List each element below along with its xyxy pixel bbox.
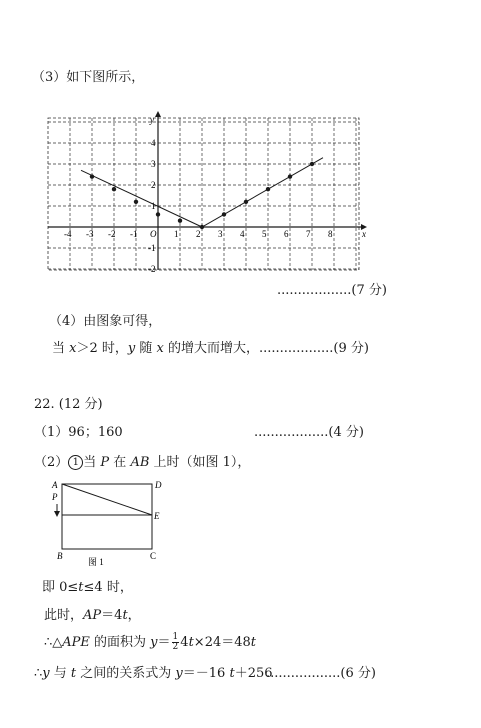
score-7: ..................(7 分) <box>277 283 387 298</box>
q22-header: 22. (12 分) <box>34 397 103 412</box>
label-b: B <box>57 551 63 561</box>
score-6: ..................(6 分) <box>266 666 376 681</box>
score-4: ..................(4 分) <box>254 425 364 440</box>
y-tick-label: 1 <box>151 201 156 211</box>
q22-part1: （1）96；160 <box>34 425 123 440</box>
x-tick-label: 3 <box>218 229 223 239</box>
graph-point <box>288 174 292 178</box>
x-tick-label: O <box>150 229 157 239</box>
label-d: D <box>155 480 162 490</box>
x-tick-label: 4 <box>240 229 245 239</box>
part3-label: （3）如下图所示， <box>32 70 145 85</box>
line-area: ∴△APE 的面积为 y＝ $\frac{1}{2}$ 4t×24＝48t <box>44 632 257 652</box>
label-e: E <box>154 511 160 521</box>
tick-labels <box>64 115 366 274</box>
graph-point <box>134 200 138 204</box>
graph-point <box>244 200 248 204</box>
y-tick-label: -2 <box>148 264 156 274</box>
y-axis-label: y <box>150 115 154 125</box>
x-tick-label: -2 <box>108 229 116 239</box>
dashed-grid <box>48 118 359 270</box>
x-tick-label: 2 <box>196 229 201 239</box>
line-relation: ∴y 与 t 之间的关系式为 y＝－16 t＋256 <box>34 666 273 681</box>
fraction-half: $\frac{1}{2}$ <box>172 632 179 652</box>
q22-part2: （2） 1 当 P 在 AB 上时（如图 1）， <box>34 455 251 470</box>
axes <box>48 111 367 270</box>
y-axis-arrow-icon <box>155 111 161 117</box>
label-a: A <box>52 480 58 490</box>
graph-point <box>310 162 314 166</box>
x-tick-label: 6 <box>284 229 289 239</box>
line-range: 即 0≤t≤4 时， <box>42 580 133 595</box>
line-ap: 此时，AP＝4t， <box>44 608 141 623</box>
x-tick-label: 5 <box>262 229 267 239</box>
part4-label: （4）由图象可得， <box>49 314 162 329</box>
score-9: ..................(9 分) <box>259 341 369 356</box>
graph-point <box>112 187 116 191</box>
graph-point <box>266 187 270 191</box>
x-tick-label: -3 <box>86 229 94 239</box>
x-tick-label: 7 <box>306 229 311 239</box>
x-tick-label: -4 <box>64 229 72 239</box>
circled-number: 1 <box>68 455 83 470</box>
label-c: C <box>150 551 157 561</box>
figure-caption: 图 1 <box>88 557 104 567</box>
x-axis-label: x <box>362 229 366 239</box>
graph-point <box>90 174 94 178</box>
x-tick-label: 8 <box>328 229 333 239</box>
part4-statement: 当 x＞2 时，y 随 x 的增大而增大， <box>52 341 259 356</box>
y-tick-label: 2 <box>151 180 156 190</box>
graph-point <box>156 212 160 216</box>
graph-point <box>178 219 182 223</box>
graph-point <box>200 225 204 229</box>
y-tick-label: 4 <box>151 138 156 148</box>
graph-point <box>222 212 226 216</box>
x-tick-label: -1 <box>130 229 138 239</box>
y-tick-label: 3 <box>151 159 156 169</box>
x-tick-label: 1 <box>174 229 179 239</box>
y-tick-label: -1 <box>148 243 156 253</box>
label-p: P <box>52 492 58 502</box>
